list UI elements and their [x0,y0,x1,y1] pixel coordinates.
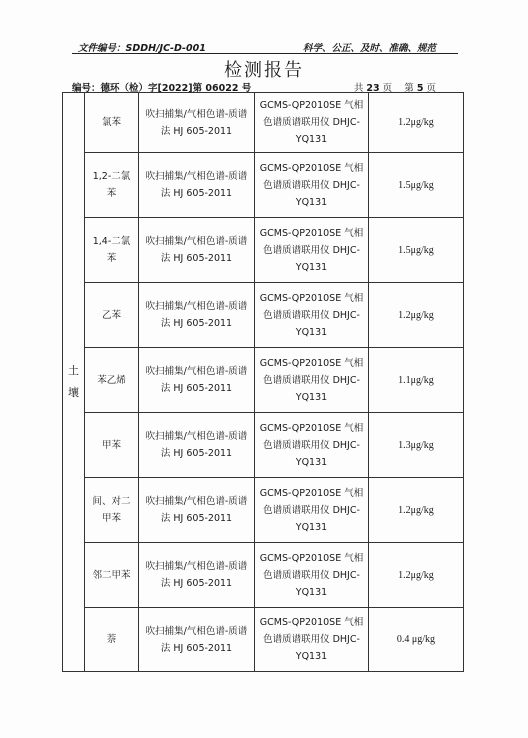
item-cell: 甲苯 [85,413,139,478]
method-cell: 吹扫捕集/气相色谱-质谱法 HJ 605-2011 [139,218,255,283]
total-pages-suffix: 页 [382,83,393,94]
instrument-cell: GCMS-QP2010SE 气相色谱质谱联用仪 DHJC-YQ131 [255,413,369,478]
instrument-cell: GCMS-QP2010SE 气相色谱质谱联用仪 DHJC-YQ131 [255,478,369,543]
instrument-cell: GCMS-QP2010SE 气相色谱质谱联用仪 DHJC-YQ131 [255,93,369,153]
method-cell: 吹扫捕集/气相色谱-质谱法 HJ 605-2011 [139,93,255,153]
total-pages-prefix: 共 [353,83,364,94]
method-cell: 吹扫捕集/气相色谱-质谱法 HJ 605-2011 [139,608,255,672]
method-cell: 吹扫捕集/气相色谱-质谱法 HJ 605-2011 [139,413,255,478]
table-row [63,218,464,283]
method-cell: 吹扫捕集/气相色谱-质谱法 HJ 605-2011 [139,543,255,608]
instrument-cell: GCMS-QP2010SE 气相色谱质谱联用仪 DHJC-YQ131 [255,218,369,283]
instrument-cell: GCMS-QP2010SE 气相色谱质谱联用仪 DHJC-YQ131 [255,153,369,218]
report-number: 编号：德环（检）字[2022]第 06022 号 [72,83,252,94]
limit-cell: 1.2μg/kg [369,478,464,543]
table-row [63,283,464,348]
table-row [63,348,464,413]
instrument-cell: GCMS-QP2010SE 气相色谱质谱联用仪 DHJC-YQ131 [255,608,369,672]
header-motto: 科学、公正、及时、准确、规范 [302,43,436,54]
table-row [63,413,464,478]
page-suffix: 页 [426,83,436,94]
limit-cell: 1.1μg/kg [369,348,464,413]
limit-cell: 1.5μg/kg [369,153,464,218]
category-cell: 土 壤 [63,93,85,672]
limit-cell: 1.5μg/kg [369,218,464,283]
page-title: 检测报告 [224,60,304,81]
item-cell: 间、对二甲苯 [85,478,139,543]
item-cell: 苯乙烯 [85,348,139,413]
method-cell: 吹扫捕集/气相色谱-质谱法 HJ 605-2011 [139,153,255,218]
instrument-cell: GCMS-QP2010SE 气相色谱质谱联用仪 DHJC-YQ131 [255,283,369,348]
method-cell: 吹扫捕集/气相色谱-质谱法 HJ 605-2011 [139,283,255,348]
limit-cell: 1.2μg/kg [369,543,464,608]
method-cell: 吹扫捕集/气相色谱-质谱法 HJ 605-2011 [139,478,255,543]
limit-cell: 0.4 μg/kg [369,608,464,672]
table-row [63,153,464,218]
results-table [62,92,464,672]
header-divider [72,53,458,54]
method-cell: 吹扫捕集/气相色谱-质谱法 HJ 605-2011 [139,348,255,413]
limit-cell: 1.2μg/kg [369,283,464,348]
item-cell: 邻二甲苯 [85,543,139,608]
table-row [63,608,464,672]
item-cell: 1,4-二氯苯 [85,218,139,283]
results-table-wrapper [62,92,463,672]
item-cell: 萘 [85,608,139,672]
item-cell: 氯苯 [85,93,139,153]
limit-cell: 1.2μg/kg [369,93,464,153]
instrument-cell: GCMS-QP2010SE 气相色谱质谱联用仪 DHJC-YQ131 [255,348,369,413]
instrument-cell: GCMS-QP2010SE 气相色谱质谱联用仪 DHJC-YQ131 [255,543,369,608]
page-prefix: 第 [404,83,414,94]
total-pages: 23 [366,83,380,94]
table-row [63,543,464,608]
item-cell: 1,2-二氯苯 [85,153,139,218]
file-number: 文件编号：SDDH/JC-D-001 [78,43,206,54]
table-row [63,93,464,153]
limit-cell: 1.3μg/kg [369,413,464,478]
item-cell: 乙苯 [85,283,139,348]
current-page: 5 [416,83,424,94]
table-row [63,478,464,543]
